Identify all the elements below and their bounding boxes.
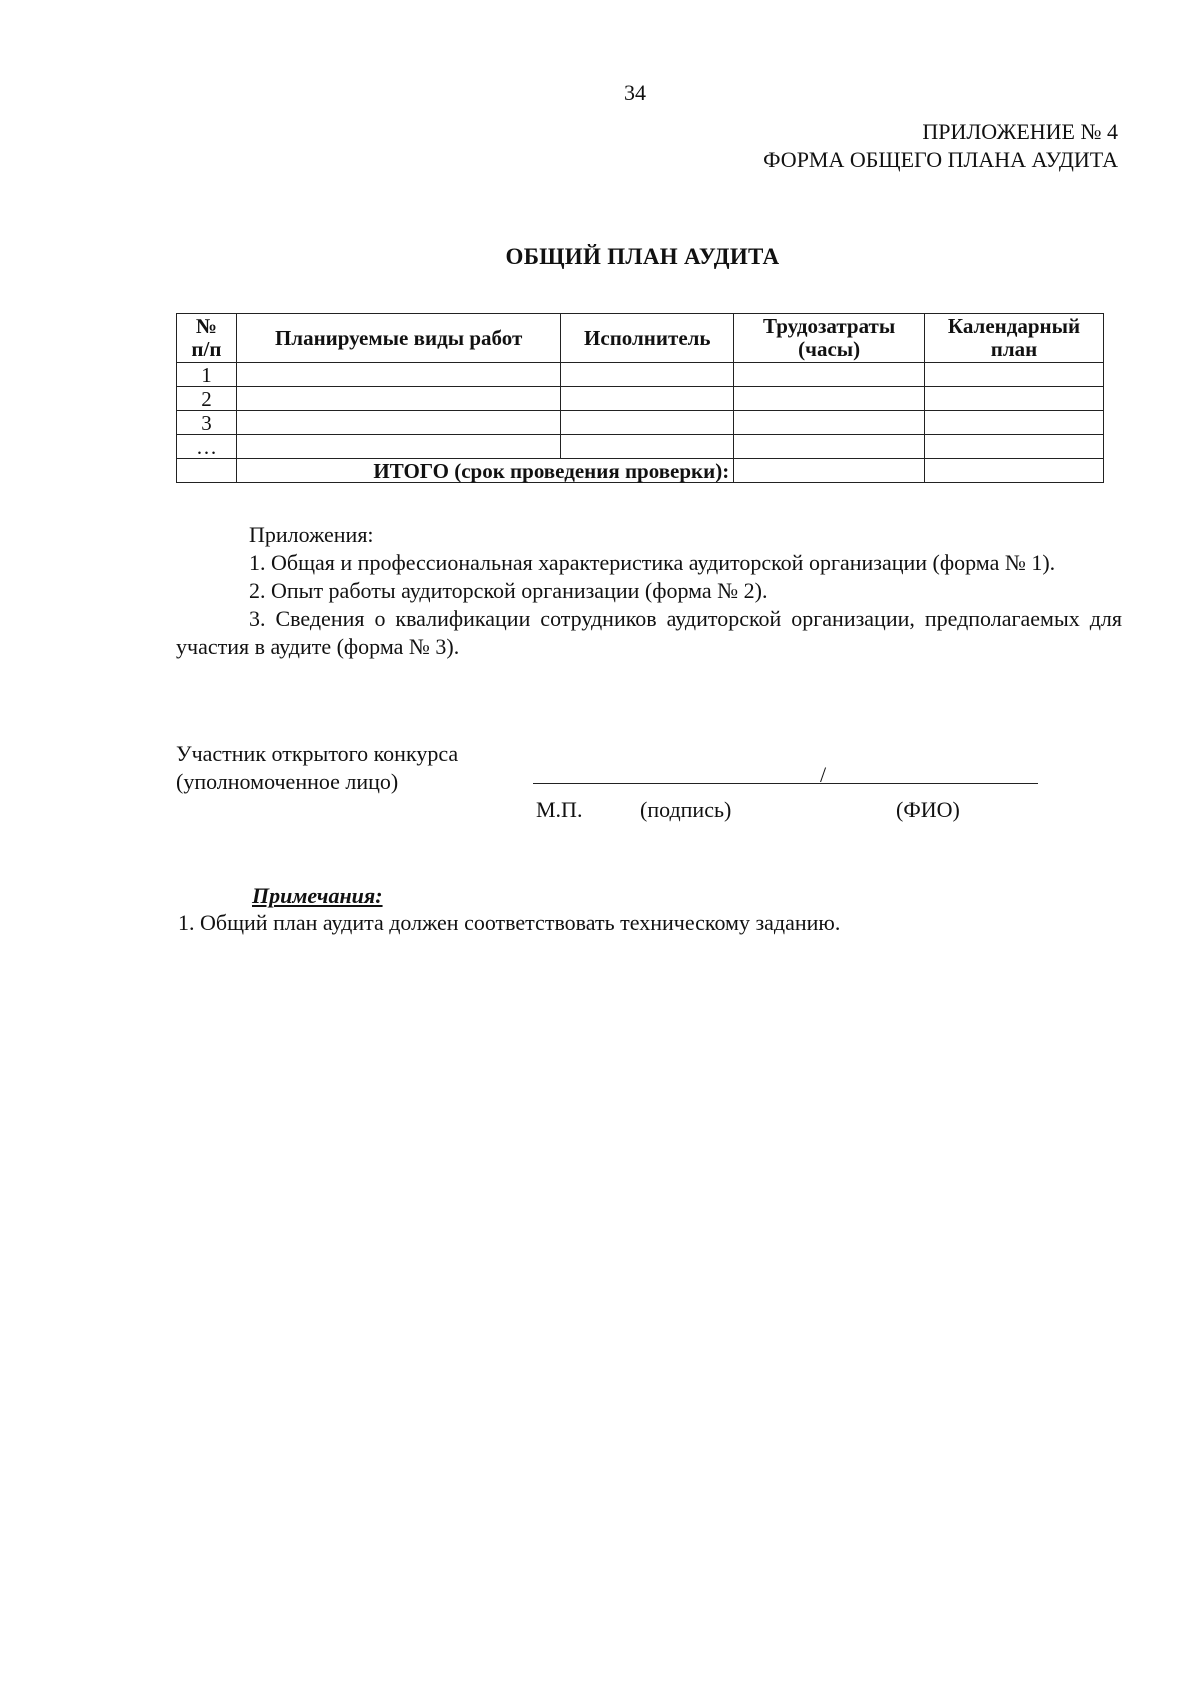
header-planned-works: Планируемые виды работ [236,314,560,363]
cell-labor [734,387,925,411]
cell-executor [561,387,734,411]
cell-executor [561,435,734,459]
table-row [177,387,1104,411]
header-calendar-plan [925,314,1104,363]
attachment-item-1: 1. Общая и профессиональная характеристика аудиторской организации (форма № 1). [249,550,1056,575]
cell-calendar [925,411,1104,435]
note-item-1: 1. Общий план аудита должен соответствовать техническому заданию. [178,910,841,935]
cell-executor [561,411,734,435]
attachments-heading: Приложения: [249,522,374,547]
row-number: 3 [177,411,237,435]
table-row [177,411,1104,435]
appendix-number: ПРИЛОЖЕНИЕ № 4 [922,119,1118,144]
cell-labor [734,363,925,387]
header-labor-costs [734,314,925,363]
signer-line1: Участник открытого конкурса [176,741,459,766]
row-number: … [177,435,237,459]
signature-caption: (подпись) [640,797,732,822]
cell-works [236,411,560,435]
table-row [177,435,1104,459]
row-number: 2 [177,387,237,411]
cell-works [236,387,560,411]
row-number: 1 [177,363,237,387]
header-calendar-line1: Календарный [947,314,1081,338]
table-row [177,363,1104,387]
signer-block [176,740,458,796]
signature-line [533,783,1038,784]
attachment-item-2: 2. Опыт работы аудиторской организации (форма № 2). [249,578,768,603]
header-labor-line1: Трудозатраты [763,314,896,338]
header-executor: Исполнитель [561,314,734,363]
total-labor [734,459,925,483]
audit-plan-table [176,313,1104,483]
total-label: ИТОГО (срок проведения проверки): [236,459,733,483]
header-number-line1: № [195,314,217,338]
header-number [177,314,237,363]
notes-heading: Примечания: [252,883,383,908]
attachments-section [176,521,1122,661]
cell-labor [734,435,925,459]
table-total-row [177,459,1104,483]
cell-calendar [925,387,1104,411]
appendix-form-name: ФОРМА ОБЩЕГО ПЛАНА АУДИТА [763,147,1118,172]
header-number-line2: п/п [191,337,222,361]
fio-caption: (ФИО) [896,797,960,822]
attachment-item-3: 3. Сведения о квалификации сотрудников аудиторской организации, предполагаемых для участия в аудите (форма № 3). [176,606,1122,659]
header-calendar-line2: план [990,337,1038,361]
stamp-place-label: М.П. [536,797,583,822]
total-calendar [925,459,1104,483]
cell-labor [734,411,925,435]
cell-executor [561,363,734,387]
page-number: 34 [624,80,646,105]
cell-works [236,363,560,387]
total-empty-cell [177,459,237,483]
table-header-row [177,314,1104,363]
document-title: ОБЩИЙ ПЛАН АУДИТА [505,244,780,269]
signature-slash: / [820,762,827,787]
signer-line2: (уполномоченное лицо) [176,769,399,794]
cell-calendar [925,363,1104,387]
cell-calendar [925,435,1104,459]
cell-works [236,435,560,459]
appendix-header [763,118,1118,174]
header-labor-line2: (часы) [798,337,861,361]
